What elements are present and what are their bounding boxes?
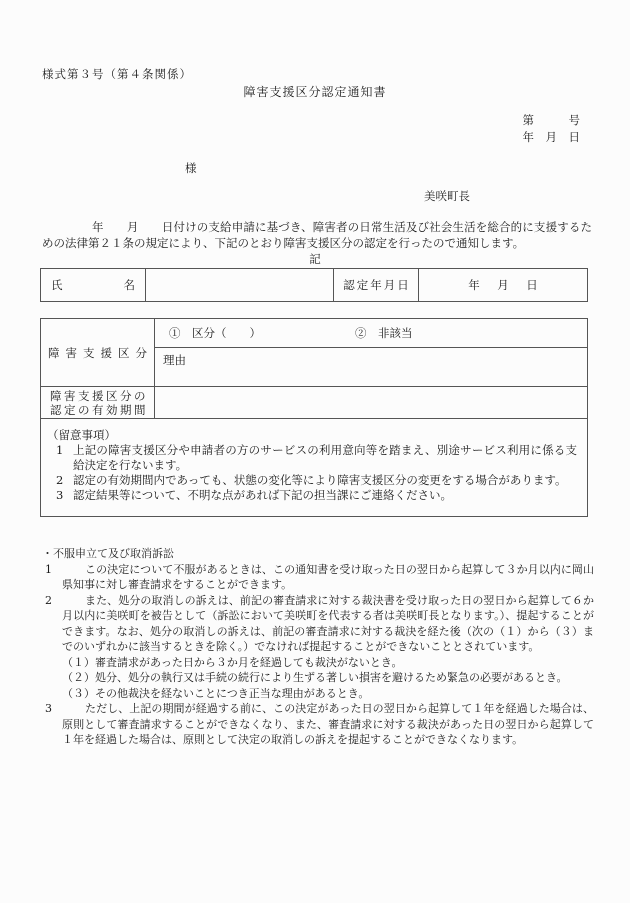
- appeal-subitem: （３）その他裁決を経ないことにつき正当な理由があるとき。: [62, 686, 370, 700]
- appeal-item-text: また、処分の取消しの訴えは、前記の審査請求に対する裁決書を受け取った日の翌日から起算して６か月以内に美咲町を被告として（訴訟において美咲町を代表する者は美咲町長となります。）、提起することができます。なお、処分の取消しの訴えは、前記の審査請求に対する裁決を経た後（次の（１）から（３）までのいずれかに該当するときを除く。）でなければ提起することができないこととされています。: [62, 593, 594, 653]
- category-option-2: ② 非該当: [355, 326, 413, 340]
- note-item: [47, 473, 577, 488]
- validity-label-line1: 障害支援区分の: [50, 388, 148, 403]
- category-option-1: ① 区分（ ）: [169, 326, 261, 340]
- appeal-item: [42, 593, 594, 655]
- appeal-item-number: 1: [45, 562, 52, 576]
- category-table: [40, 318, 588, 517]
- name-label: [41, 269, 146, 301]
- page-title: 障害支援区分認定通知書: [243, 85, 387, 99]
- category-options-cell: [155, 319, 587, 347]
- note-item-number: 3: [56, 488, 64, 502]
- cert-date-label: 認定年月日: [334, 269, 419, 301]
- notes-section: [41, 418, 587, 516]
- category-label: 障害支援区分: [41, 319, 155, 386]
- notes-heading: （留意事項）: [47, 428, 116, 442]
- appeal-item-number: 3: [45, 702, 52, 715]
- doc-date-line: 年 月 日: [522, 130, 580, 144]
- appeal-item: [42, 562, 594, 593]
- note-item-text: 認定の有効期間内であっても、状態の変化等により障害支援区分の変更をする場合があります。: [73, 473, 567, 487]
- form-number-label: 様式第３号（第４条関係）: [42, 67, 192, 81]
- appeal-section: [42, 546, 594, 748]
- note-item-number: 1: [56, 443, 64, 457]
- name-table: [40, 268, 588, 302]
- appeal-subitem: （１）審査請求があった日から３か月を経過しても裁決がないとき。: [62, 655, 403, 669]
- record-marker: 記: [309, 252, 321, 266]
- reason-cell: [155, 347, 587, 386]
- appeal-item-number: 2: [45, 593, 52, 607]
- appeal-subitem: （２）処分、処分の執行又は手続の続行により生ずる著しい損害を避けるため緊急の必要があるとき。: [62, 671, 568, 684]
- validity-period-value: [155, 386, 587, 418]
- note-item-text: 上記の障害支援区分や申請者の方のサービスの利用意向等を踏まえ、別途サービス利用に係る支給決定を行ないます。: [73, 443, 577, 472]
- validity-label-line2: 認定の有効期間: [50, 402, 148, 417]
- name-label-first-char: 氏: [51, 278, 63, 292]
- note-item-number: 2: [56, 473, 64, 487]
- note-item: [47, 488, 577, 503]
- appeal-heading: ・不服申立て及び取消訴訟: [42, 547, 174, 560]
- appeal-item-text: この決定について不服があるときは、この通知書を受け取った日の翌日から起算して３か月以内に岡山県知事に対し審査請求をすることができます。: [62, 562, 594, 591]
- name-value-cell: [146, 269, 334, 301]
- appeal-item-text: ただし、上記の期間が経過する前に、この決定があった日の翌日から起算して１年を経過した場合は、原則として審査請求することができなくなり、また、審査請求に対する裁決があった日の翌日から起算して１年を経過した場合は、原則として決定の取消しの訴えを提起することができなくなります。: [62, 702, 594, 746]
- issuer-name: 美咲町長: [424, 189, 470, 203]
- note-item: [47, 443, 577, 473]
- validity-period-label: [41, 386, 155, 418]
- note-item-text: 認定結果等について、不明な点があれば下記の担当課にご連絡ください。: [73, 488, 453, 502]
- doc-number-line: 第 号: [522, 113, 580, 127]
- appeal-item: [42, 701, 594, 748]
- doc-number-block: [523, 112, 581, 146]
- addressee-suffix: 様: [185, 161, 197, 175]
- body-paragraph: 年 月 日付けの支給申請に基づき、障害者の日常生活及び社会生活を総合的に支援するための法律第２１条の規定により、下記のとおり障害支援区分の認定を行ったので通知します。: [42, 220, 592, 250]
- cert-date-value: 年 月 日: [468, 278, 541, 292]
- name-label-last-char: 名: [123, 278, 135, 292]
- reason-label: 理由: [163, 353, 186, 367]
